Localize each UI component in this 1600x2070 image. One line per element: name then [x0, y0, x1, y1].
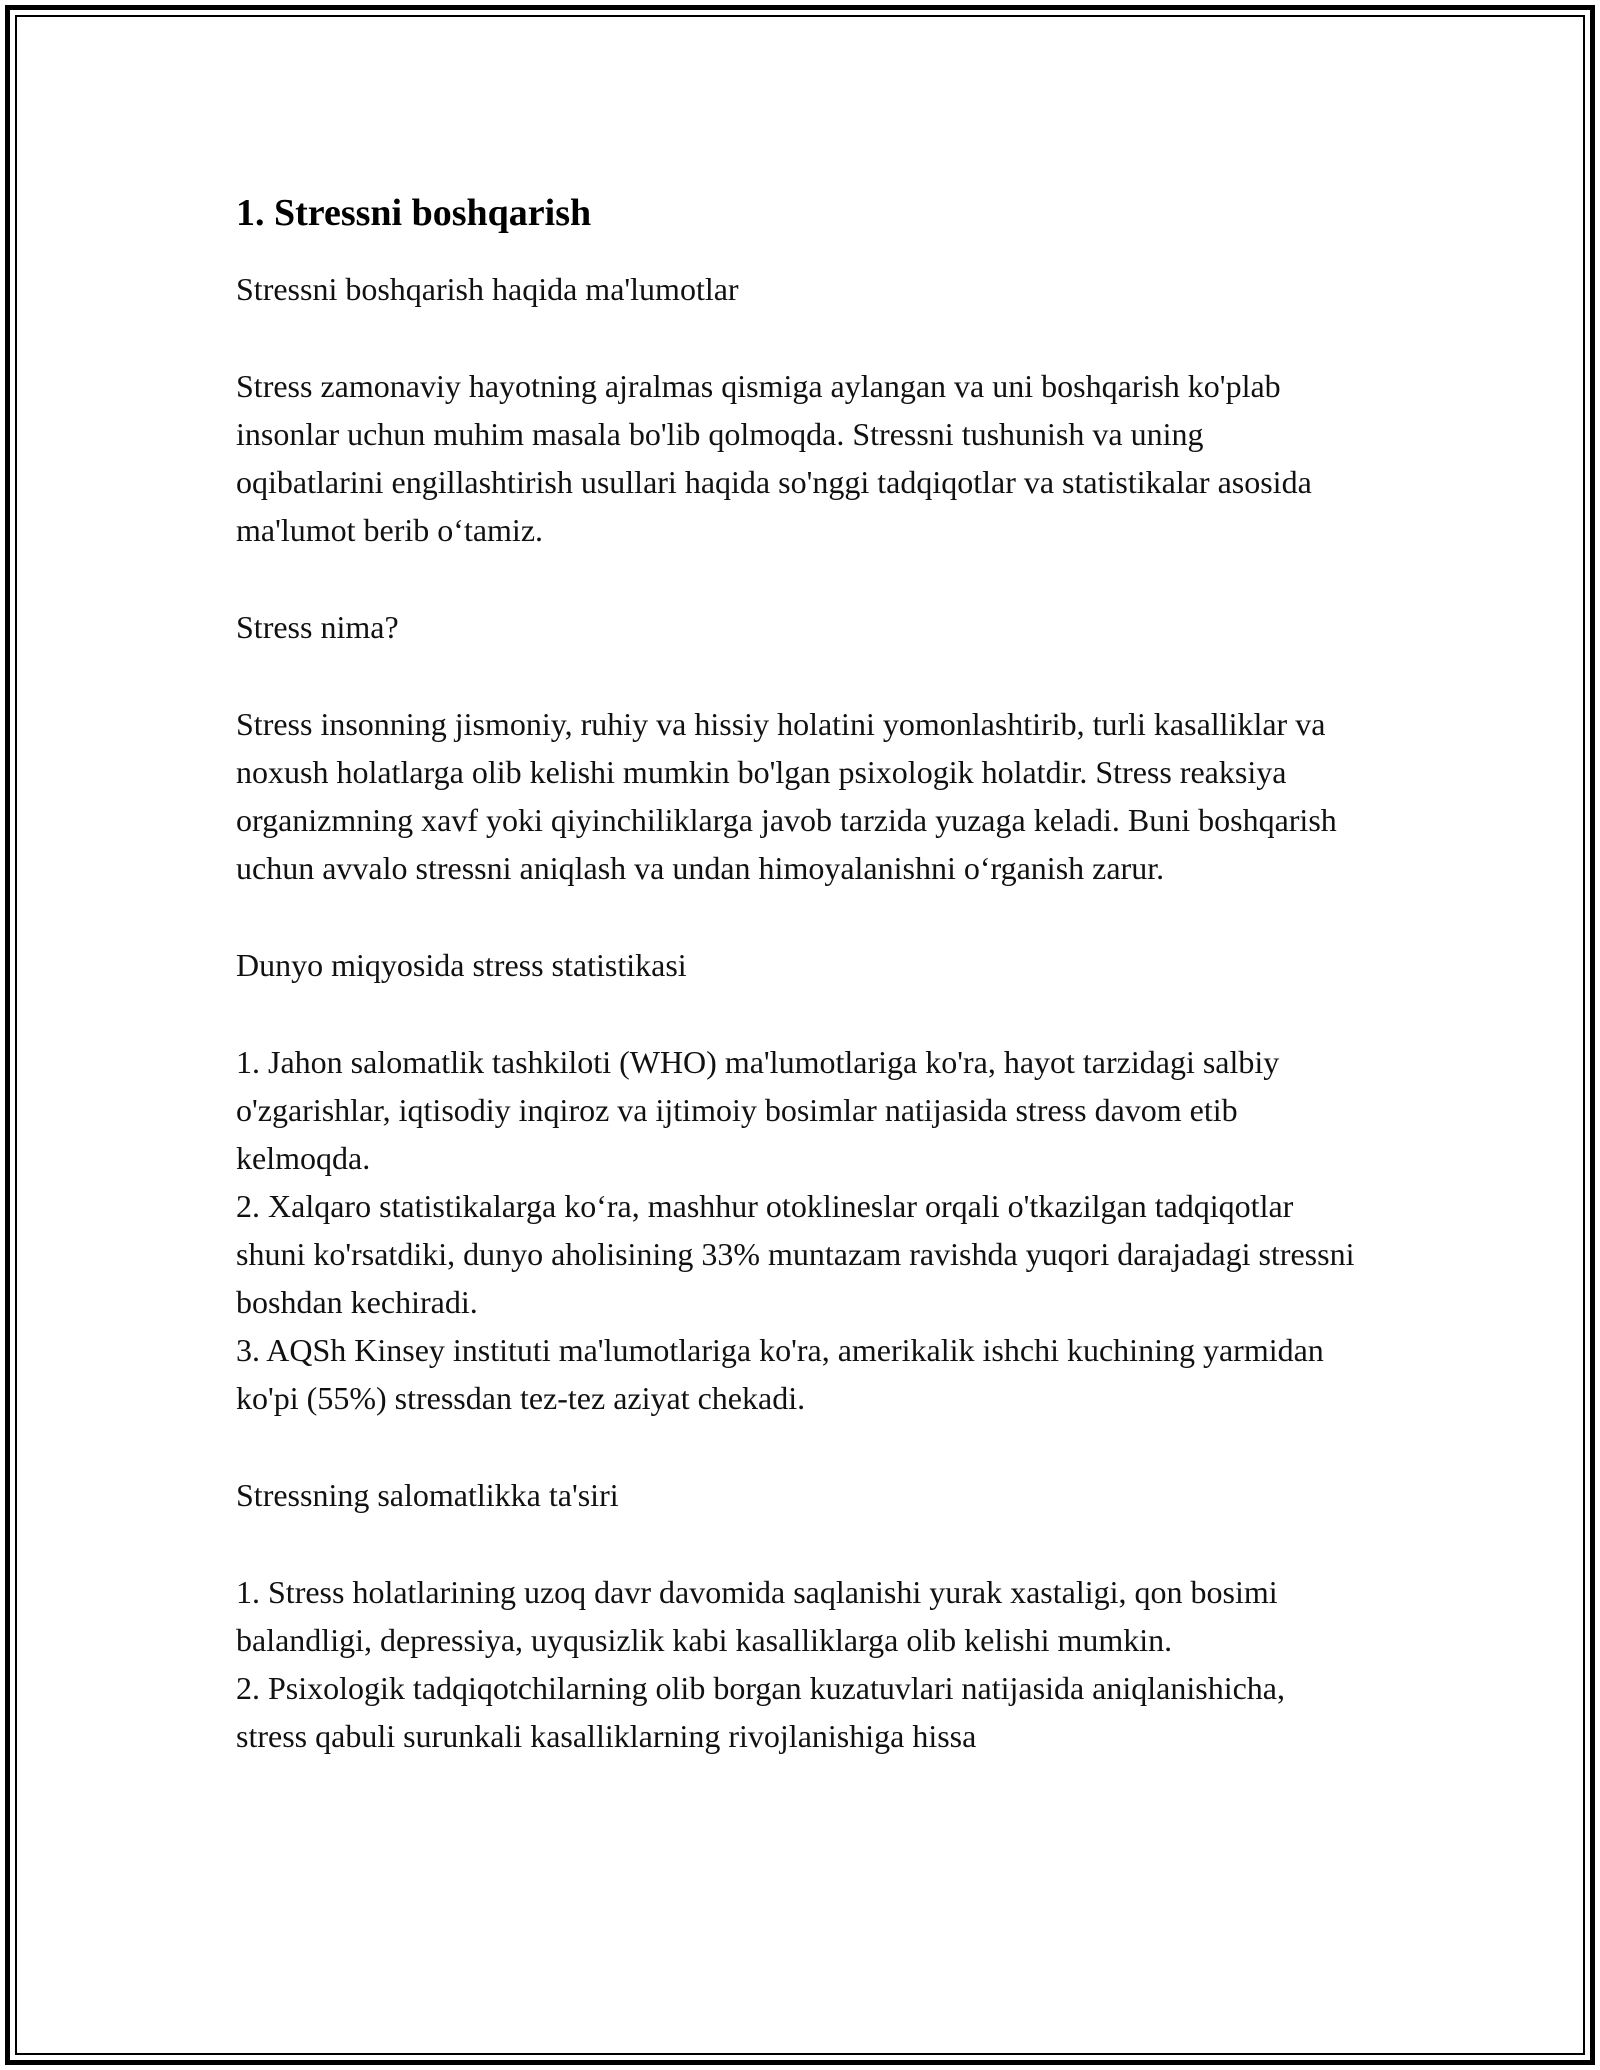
statistics-list: [236, 1038, 1356, 1422]
section-heading-what-is-stress: Stress nima?: [236, 609, 399, 645]
list-item: 2. Psixologik tadqiqotchilarning olib borgan kuzatuvlari natijasida aniqlanishicha, stress qabuli surunkali kasalliklarning rivojlanishiga hissa: [236, 1670, 1285, 1754]
health-effects-list: [236, 1568, 1356, 1760]
document-body: [236, 187, 1356, 1809]
list-item: 3. AQSh Kinsey instituti ma'lumotlariga ko'ra, amerikalik ishchi kuchining yarmidan ko'pi (55%) stressdan tez-tez aziyat chekadi.: [236, 1332, 1324, 1416]
list-item: 1. Jahon salomatlik tashkiloti (WHO) ma'lumotlariga ko'ra, hayot tarzidagi salbiy o'zgarishlar, iqtisodiy inqiroz va ijtimoiy bosimlar natijasida stress davom etib kelmoqda.: [236, 1044, 1280, 1176]
document-title: 1. Stressni boshqarish: [236, 192, 592, 234]
document-subtitle: Stressni boshqarish haqida ma'lumotlar: [236, 271, 739, 307]
intro-paragraph: Stress zamonaviy hayotning ajralmas qismiga aylangan va uni boshqarish ko'plab insonlar uchun muhim masala bo'lib qolmoqda. Stressni tushunish va uning oqibatlarini engillashtirish usullari haqida so'nggi tadqiqotlar va statistikalar asosida ma'lumot berib o‘tamiz.: [236, 368, 1312, 548]
section-heading-health-effects: Stressning salomatlikka ta'siri: [236, 1477, 619, 1513]
list-item: 1. Stress holatlarining uzoq davr davomida saqlanishi yurak xastaligi, qon bosimi balandligi, depressiya, uyqusizlik kabi kasalliklarga olib kelishi mumkin.: [236, 1574, 1278, 1658]
section-body-what-is-stress: Stress insonning jismoniy, ruhiy va hissiy holatini yomonlashtirib, turli kasalliklar va noxush holatlarga olib kelishi mumkin bo'lgan psixologik holatdir. Stress reaksiya organizmning xavf yoki qiyinchiliklarga javob tarzida yuzaga keladi. Buni boshqarish uchun avvalo stressni aniqlash va undan himoyalanishni o‘rganish zarur.: [236, 706, 1337, 886]
section-heading-statistics: Dunyo miqyosida stress statistikasi: [236, 947, 687, 983]
list-item: 2. Xalqaro statistikalarga ko‘ra, mashhur otoklineslar orqali o'tkazilgan tadqiqotlar shuni ko'rsatdiki, dunyo aholisining 33% muntazam ravishda yuqori darajadagi stressni boshdan kechiradi.: [236, 1188, 1355, 1320]
